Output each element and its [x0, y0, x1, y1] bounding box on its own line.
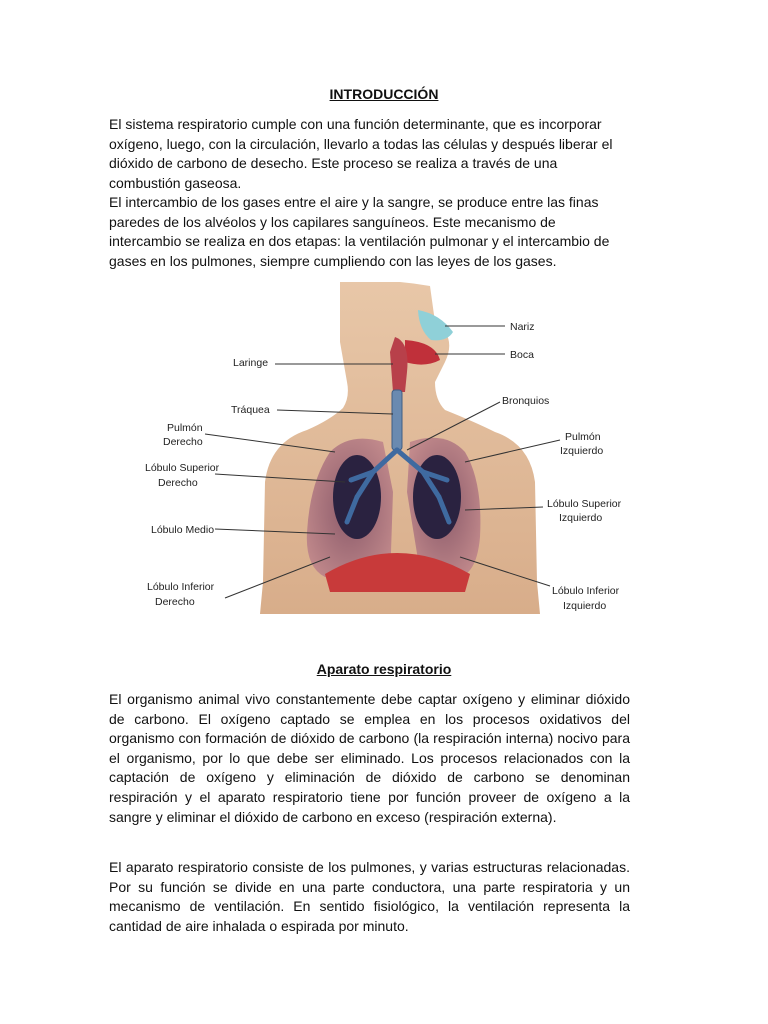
intro-heading: INTRODUCCIÓN: [329, 86, 439, 102]
label-lobulo-inf-izq-1: Lóbulo Inferior: [552, 585, 620, 597]
label-pulmon-derecho-1: Pulmón: [167, 422, 203, 434]
label-pulmon-derecho-2: Derecho: [163, 436, 203, 448]
label-lobulo-sup-izq-1: Lóbulo Superior: [547, 498, 622, 510]
label-lobulo-inf-izq-2: Izquierdo: [563, 600, 607, 612]
label-bronquios: Bronquios: [502, 395, 550, 407]
trachea: [392, 390, 402, 450]
label-nariz: Nariz: [510, 321, 535, 333]
label-lobulo-medio: Lóbulo Medio: [151, 524, 215, 536]
label-pulmon-izquierdo-1: Pulmón: [565, 431, 601, 443]
label-lobulo-inf-der-2: Derecho: [155, 596, 195, 608]
label-lobulo-sup-der-2: Derecho: [158, 477, 198, 489]
aparato-paragraph-1: El organismo animal vivo constantemente debe captar oxígeno y eliminar dióxido de carbono. El oxígeno captado se emplea en los procesos oxidativos del organismo con formación de dióxido de carbono (la respiración interna) nocivo para el organismo, por lo que debe ser eliminado. Los procesos relacionados con la captación de oxígeno y eliminación de dióxido de carbono se denominan respiración y el aparato respiratorio tiene por función proveer de oxígeno a la sangre y eliminar el dióxido de carbono en exceso (respiración externa).: [109, 691, 630, 825]
label-lobulo-sup-der-1: Lóbulo Superior: [145, 462, 220, 474]
label-lobulo-inf-der-1: Lóbulo Inferior: [147, 581, 215, 593]
label-traquea: Tráquea: [231, 404, 270, 416]
label-laringe: Laringe: [233, 357, 269, 369]
intro-paragraph-2: El intercambio de los gases entre el aire y la sangre, se produce entre las finas paredes de los alvéolos y los capilares sanguíneos. Este mecanismo de intercambio se realiza en dos etapas: la ventilación pulmonar y el intercambio de gases en los pulmones, siempre cumpliendo con las leyes de los gases.: [109, 194, 610, 269]
label-boca: Boca: [510, 349, 534, 361]
label-lobulo-sup-izq-2: Izquierdo: [559, 512, 603, 524]
intro-paragraph-1: El sistema respiratorio cumple con una función determinante, que es incorporar oxígeno, luego, con la circulación, llevarlo a todas las células y después liberar el dióxido de carbono de desecho. Este proceso se realiza a través de una combustión gaseosa.: [109, 116, 613, 191]
aparato-paragraph-2: El aparato respiratorio consiste de los pulmones, y varias estructuras relacionadas. Por su función se divide en una parte conductora, una parte respiratoria y un mecanismo de ventilación. En sentido fisiológico, la ventilación representa la cantidad de aire inhalada o espirada por minuto.: [109, 859, 630, 934]
label-pulmon-izquierdo-2: Izquierdo: [560, 445, 604, 457]
respiratory-system-illustration: [135, 282, 630, 614]
aparato-heading: Aparato respiratorio: [316, 661, 452, 677]
